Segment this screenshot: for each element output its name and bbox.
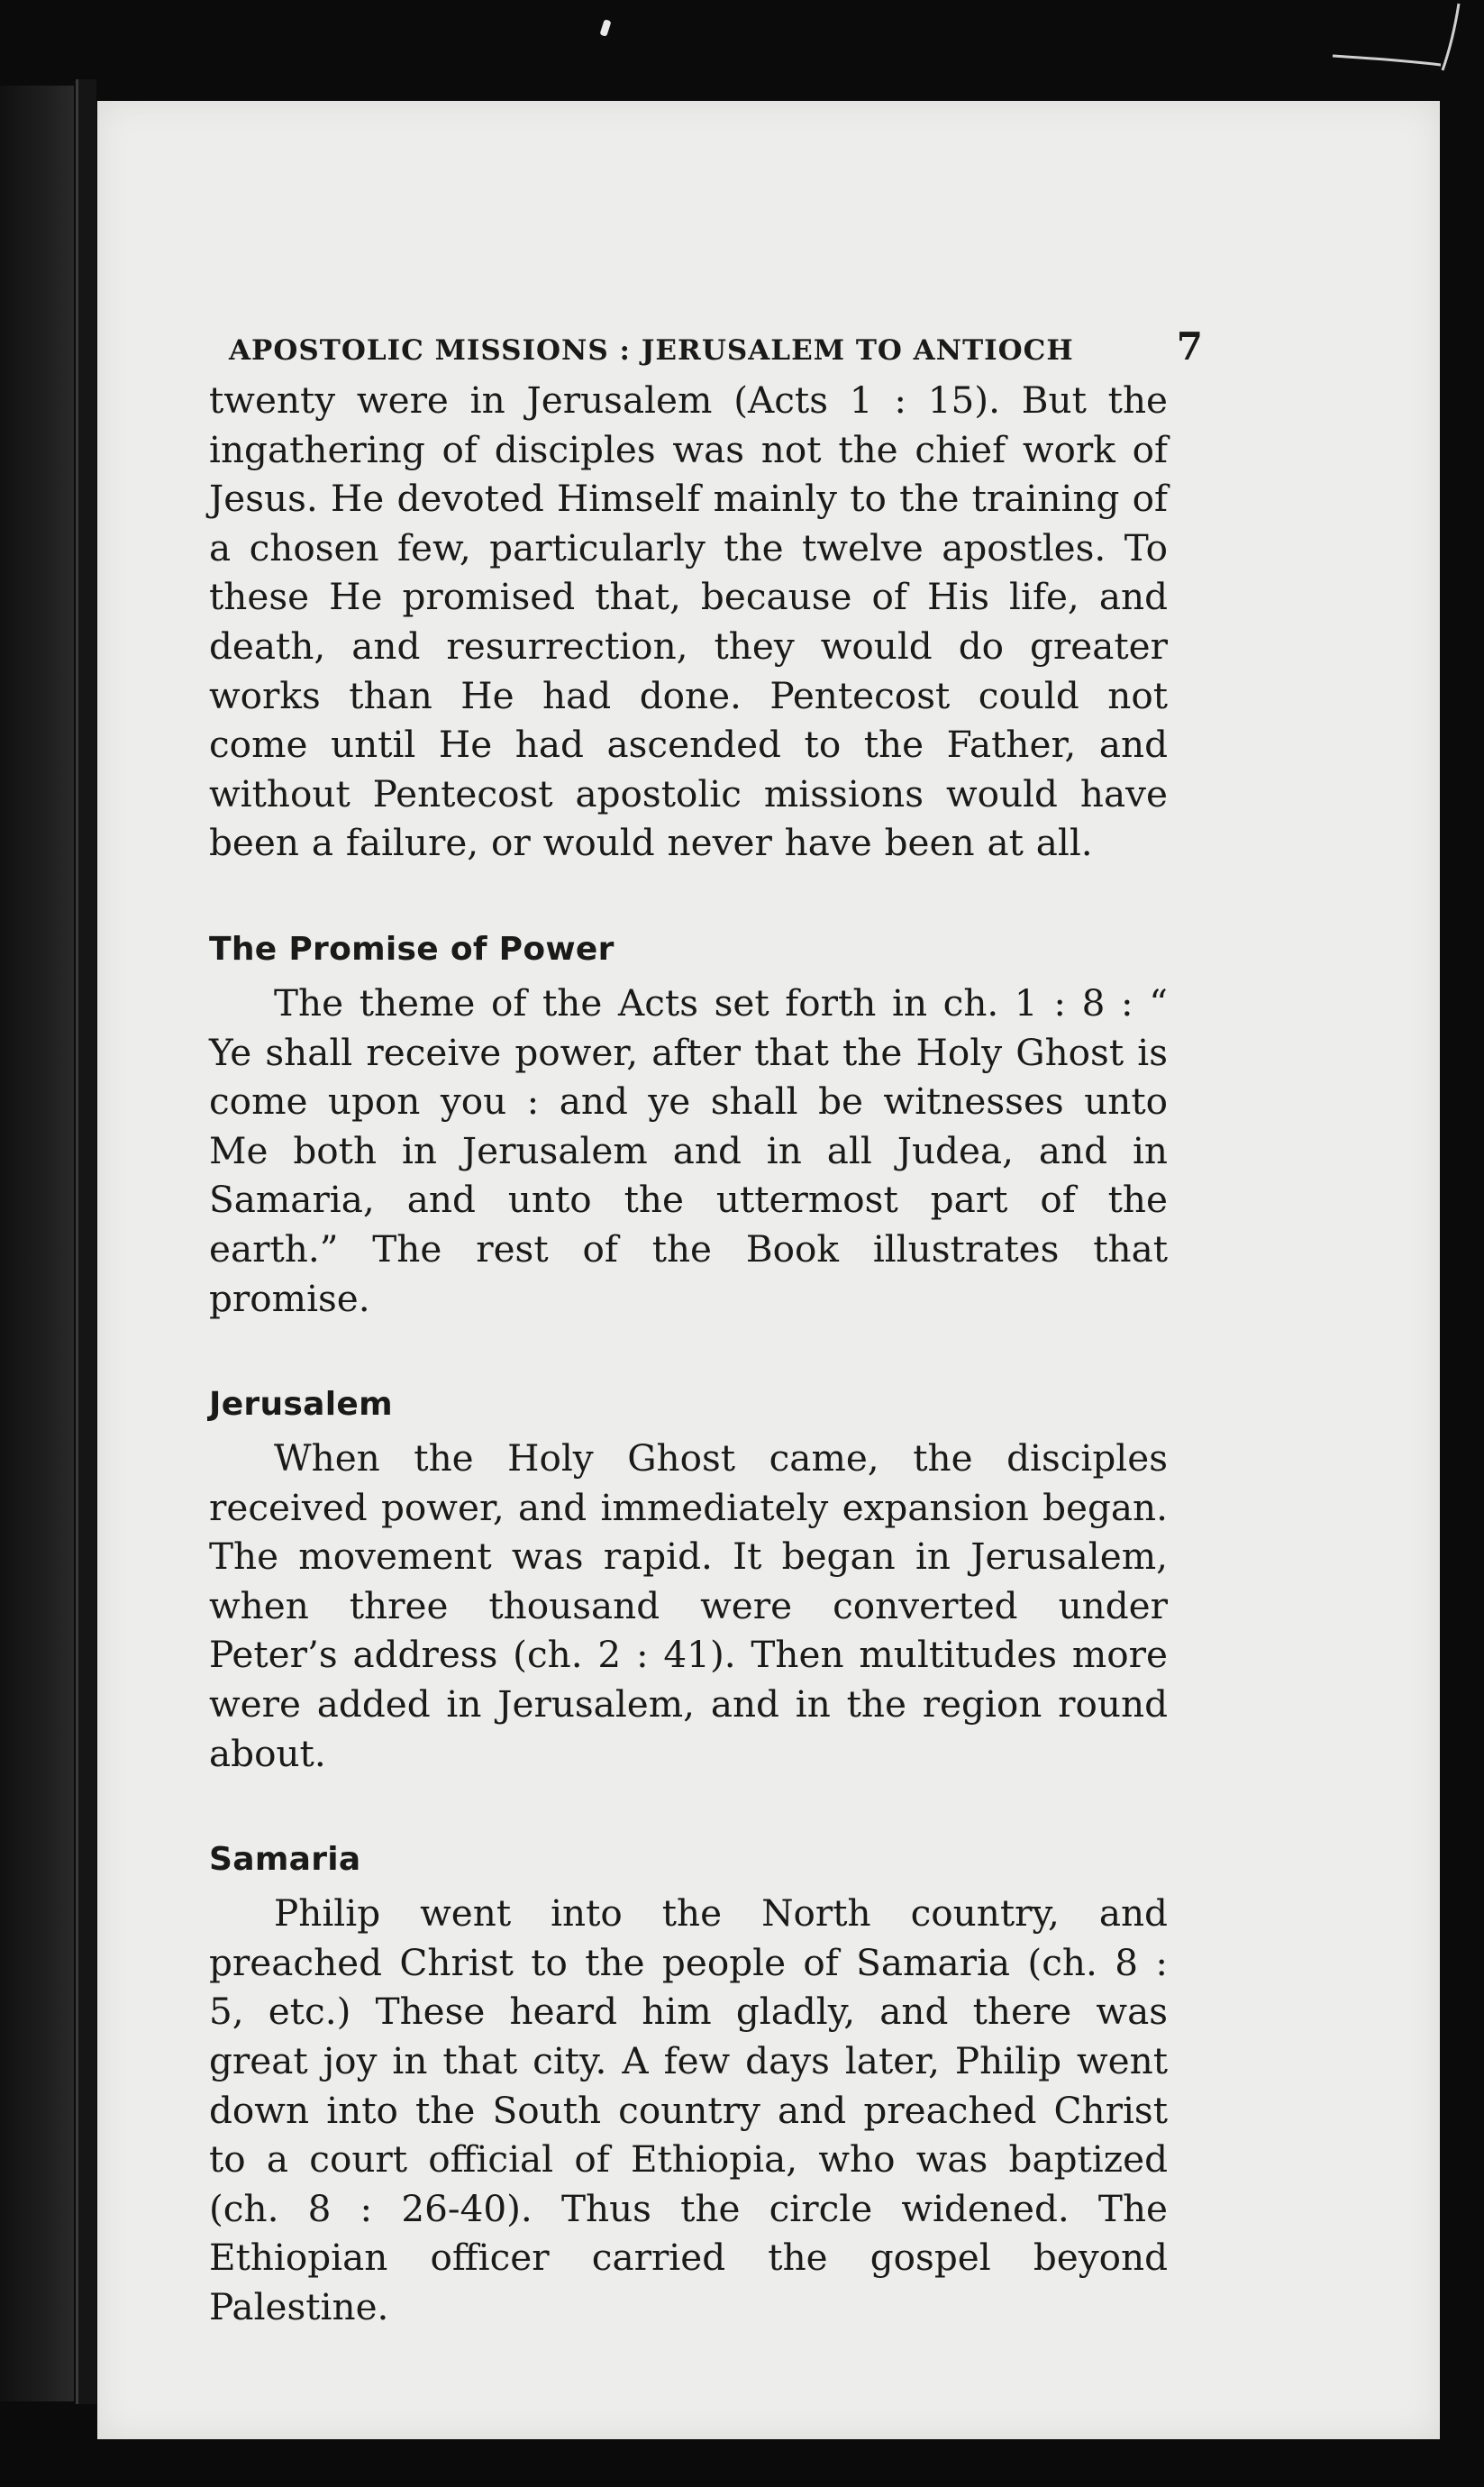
previous-page-edge (0, 86, 74, 2401)
scan-speck (599, 19, 611, 37)
running-head-title: APOSTOLIC MISSIONS : JERUSALEM TO ANTIOCH (229, 334, 1074, 367)
section-text-jerusalem: When the Holy Ghost came, the disciples received power, and immediately expansion began. The movement was rapid. It began in Jerusalem, when three thousand were converted under Peter’s address (ch. 2 : 41). Then multitudes more were added in Jerusalem, and in the region round about. (209, 1436, 1168, 1775)
page-content (209, 324, 1204, 2332)
running-head (229, 324, 1204, 369)
section-heading-jerusalem: Jerusalem (209, 1386, 393, 1424)
binding-gutter (76, 79, 96, 2404)
page-number: 7 (1176, 324, 1204, 369)
section-text-samaria: Philip went into the North country, and preached Christ to the people of Samaria (ch. 8 : 5, etc.) These heard him gladly, and there was great joy in that city. A few days later, Philip went down into the South country and preached Christ to a court official of Ethiopia, who was baptized (ch. 8 : 26-40). Thus the circle widened. The Ethiopian officer carried the gospel beyond Palestine. (209, 1891, 1168, 2328)
section-heading-samaria: Samaria (209, 1841, 361, 1879)
intro-paragraph: twenty were in Jerusalem (Acts 1 : 15). But the ingathering of disciples was not the chief work of Jesus. He devoted Himself mainly to the training of a chosen few, particularly the twelve apostles. To these He promised that, because of His life, and death, and resurrection, they would do greater works than He had done. Pentecost could not come until He had ascended to the Father, and without Pentecost apostolic missions would have been a failure, or would never have been at all. (209, 378, 1168, 865)
section-text-promise-of-power: The theme of the Acts set forth in ch. 1 : 8 : “ Ye shall receive power, after that the Holy Ghost is come upon you : and ye shall be witnesses unto Me both in Jerusalem and in all Judea, and in Samaria, and unto the uttermost part of the earth.” The rest of the Book illustrates that promise. (209, 980, 1168, 1320)
pencil-mark (1324, 0, 1468, 81)
section-heading-promise-of-power: The Promise of Power (209, 930, 615, 968)
